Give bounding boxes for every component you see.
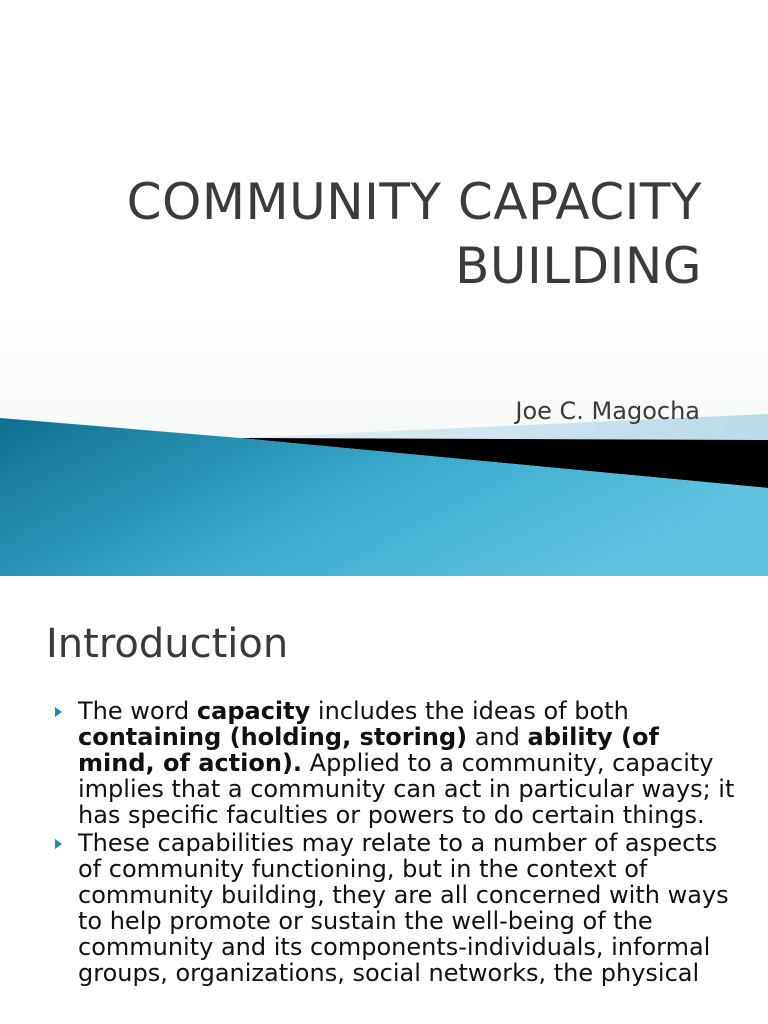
bullet-list xyxy=(52,698,742,988)
bullet-item xyxy=(52,830,742,986)
slide-title: COMMUNITY CAPACITY BUILDING xyxy=(126,173,702,295)
slide-subtitle: Joe C. Magocha xyxy=(515,397,700,425)
bullet-text: and xyxy=(467,723,528,751)
bold-term: capacity xyxy=(196,697,311,725)
triangle-right-icon xyxy=(55,707,62,717)
bold-term: containing (holding, storing) xyxy=(78,723,468,751)
bullet-text: includes the ideas of both xyxy=(310,697,629,725)
bullet-text: The word xyxy=(78,697,197,725)
decorative-band xyxy=(0,400,768,576)
bullet-text: Applied to a community, capacity implies that a community can act in particular ways; it has specific faculties or powers to do certain things. xyxy=(78,749,735,829)
bold-term: ability (of mind, of action). xyxy=(78,723,659,777)
slide-heading: Introduction xyxy=(46,621,289,667)
triangle-right-icon xyxy=(55,839,62,849)
content-slide xyxy=(0,576,768,1024)
bullet-text: These capabilities may relate to a number of aspects of community functioning, but in the context of community building, they are all concerned with ways to help promote or sustain the well-being of the community and its components-individuals, informal groups, organizations, social networks, the physical xyxy=(78,829,729,987)
bullet-item xyxy=(52,698,742,828)
